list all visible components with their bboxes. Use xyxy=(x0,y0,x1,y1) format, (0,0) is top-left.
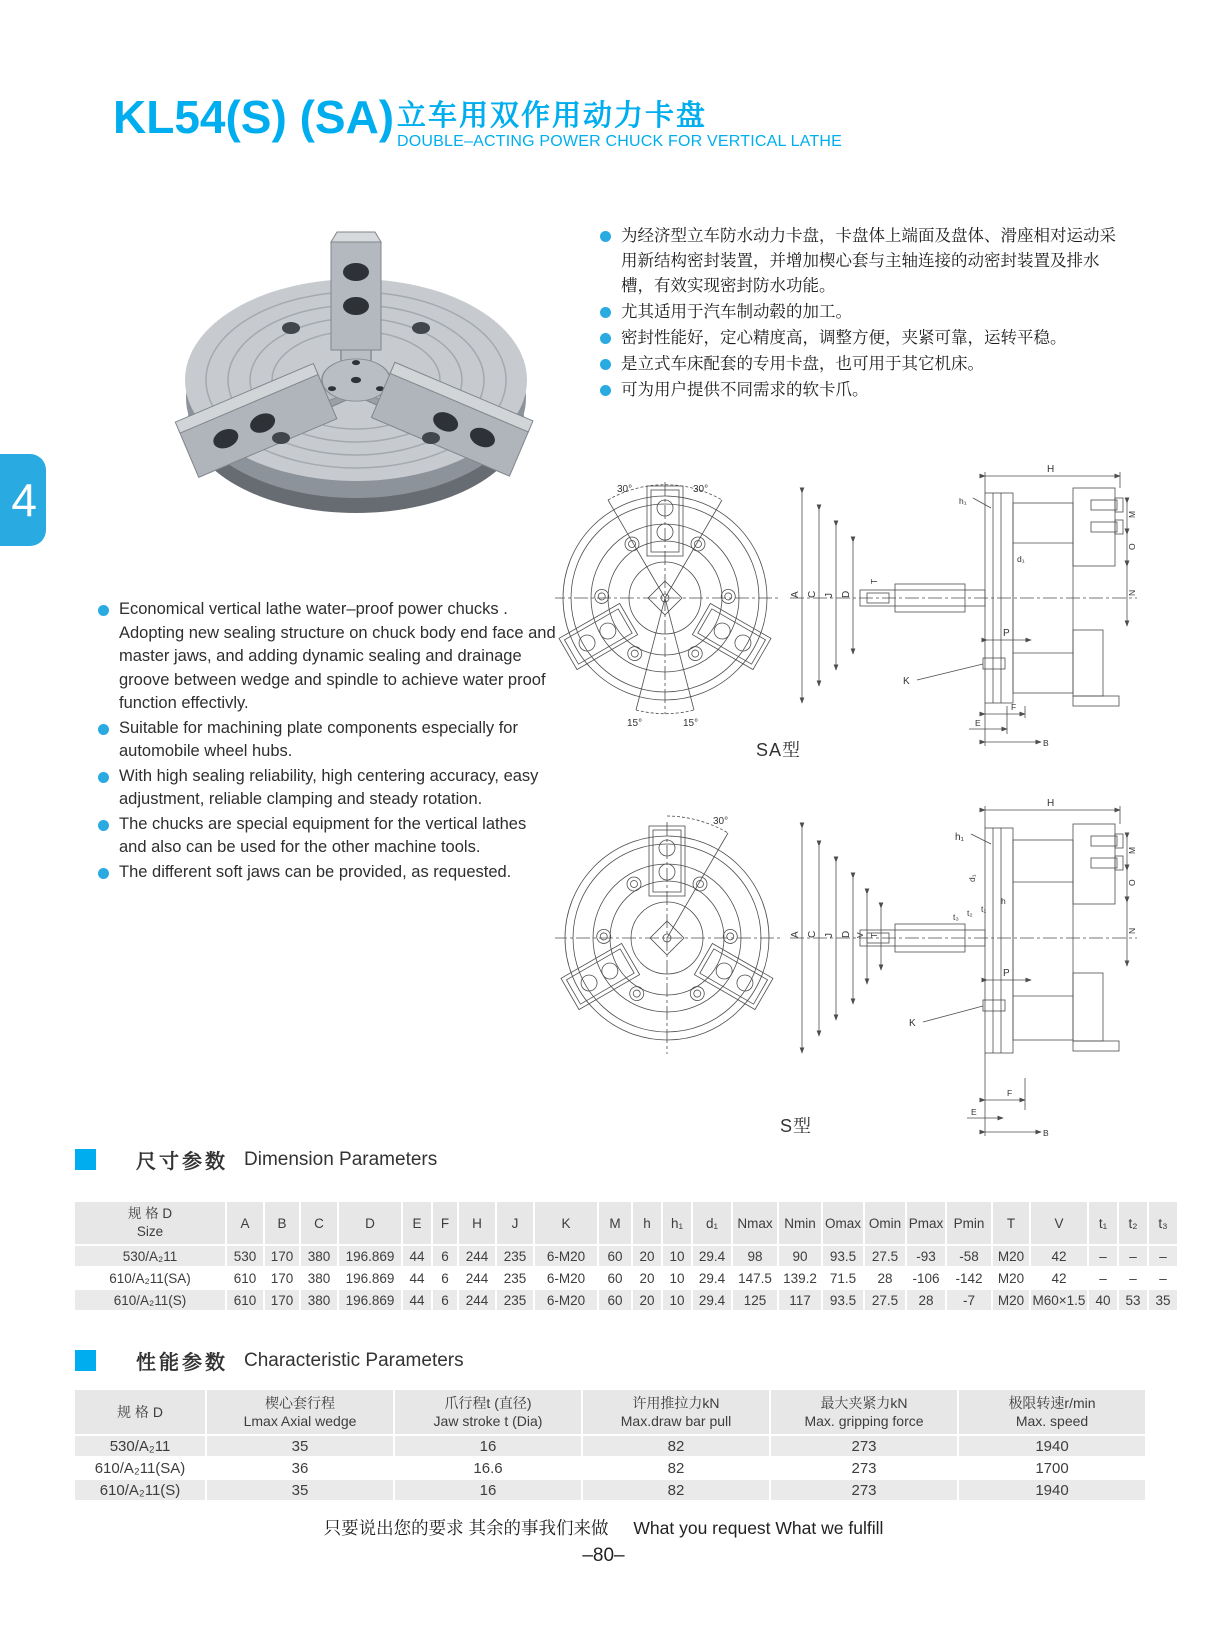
table-cell: 28 xyxy=(865,1268,905,1288)
feature-text: 为经济型立车防水动力卡盘，卡盘体上端面及盘体、滑座相对运动采用新结构密封装置，并增加楔心套与主轴连接的动密封装置及排水槽，有效实现密封防水功能。 xyxy=(621,227,1116,295)
table-row xyxy=(75,1246,1177,1266)
table-cell: 235 xyxy=(497,1246,533,1266)
dim-label: F xyxy=(1011,702,1017,712)
table-cell: 6 xyxy=(433,1290,457,1310)
s-drawing-label: S型 xyxy=(780,1116,813,1136)
page-title-zh: 立车用双作用动力卡盘 xyxy=(397,100,708,132)
list-item xyxy=(98,813,556,860)
table-cell: 244 xyxy=(459,1290,495,1310)
dimension-section-heading xyxy=(75,1145,437,1174)
header-zh: 规 格 D xyxy=(127,1206,173,1221)
dim-label: D xyxy=(841,590,852,598)
table-cell: 139.2 xyxy=(779,1268,821,1288)
table-cell: 20 xyxy=(633,1246,661,1266)
column-header: D xyxy=(339,1202,401,1244)
dim-label: d₁ xyxy=(967,874,977,882)
section-title-zh: 尺寸参数 xyxy=(136,1151,228,1173)
column-header: t₁ xyxy=(1089,1202,1117,1244)
feature-text: 密封性能好，定心精度高，调整方便，夹紧可靠，运转平稳。 xyxy=(621,329,1067,347)
row-label: 530/A₂11 xyxy=(75,1436,205,1456)
table-cell: – xyxy=(1089,1246,1117,1266)
angle-label: 30° xyxy=(617,484,633,495)
table-body xyxy=(75,1436,1145,1500)
list-item xyxy=(600,300,1128,325)
table-cell: 244 xyxy=(459,1268,495,1288)
section-title-en: Dimension Parameters xyxy=(244,1148,438,1170)
bullet-icon xyxy=(600,307,611,318)
table-cell: M20 xyxy=(993,1290,1029,1310)
table-cell: 16 xyxy=(395,1480,581,1500)
table-cell: 273 xyxy=(771,1436,957,1456)
bullet-icon xyxy=(600,385,611,396)
column-header: H xyxy=(459,1202,495,1244)
list-item xyxy=(600,326,1128,351)
table-cell: M20 xyxy=(993,1268,1029,1288)
column-header: E xyxy=(403,1202,431,1244)
table-cell: 29.4 xyxy=(693,1268,731,1288)
table-cell: 44 xyxy=(403,1246,431,1266)
column-header xyxy=(959,1390,1145,1434)
table-cell: 273 xyxy=(771,1458,957,1478)
dim-label: O xyxy=(1127,879,1137,886)
dim-label: B xyxy=(1043,1128,1049,1138)
product-photo xyxy=(163,200,545,535)
column-header: Nmin xyxy=(779,1202,821,1244)
feature-list-en xyxy=(98,598,556,885)
dim-label: H xyxy=(1047,464,1055,475)
table-cell: 29.4 xyxy=(693,1246,731,1266)
table-cell: 90 xyxy=(779,1246,821,1266)
dim-label: t₂ xyxy=(967,908,973,918)
feature-text: 可为用户提供不同需求的软卡爪。 xyxy=(621,381,869,399)
list-item xyxy=(98,765,556,812)
table-cell: -93 xyxy=(907,1246,945,1266)
dim-label: D xyxy=(841,930,852,938)
feature-text: The chucks are special equipment for the vertical lathes and also can be used for the other machine tools. xyxy=(119,814,527,856)
table-cell: – xyxy=(1149,1246,1177,1266)
table-cell: 93.5 xyxy=(823,1246,863,1266)
table-cell: M20 xyxy=(993,1246,1029,1266)
table-header-row xyxy=(75,1202,1177,1244)
table-cell: 27.5 xyxy=(865,1246,905,1266)
page-title-en: DOUBLE–ACTING POWER CHUCK FOR VERTICAL LATHE xyxy=(397,133,843,150)
section-title-zh: 性能参数 xyxy=(136,1352,228,1374)
dim-label: V xyxy=(855,932,865,938)
table-cell: 196.869 xyxy=(339,1290,401,1310)
header-zh: 爪行程t (直径) xyxy=(444,1395,532,1411)
dim-label: h₁ xyxy=(959,496,967,506)
angle-label: 30° xyxy=(693,484,709,495)
footer-slogan xyxy=(0,1515,1207,1540)
table-cell: 147.5 xyxy=(733,1268,777,1288)
table-cell: 60 xyxy=(599,1290,631,1310)
column-header: Omin xyxy=(865,1202,905,1244)
header-zh: 楔心套行程 xyxy=(265,1395,335,1411)
table-cell: 196.869 xyxy=(339,1246,401,1266)
column-header: F xyxy=(433,1202,457,1244)
table-row xyxy=(75,1458,1145,1478)
column-header: Pmax xyxy=(907,1202,945,1244)
dim-label: M xyxy=(1127,510,1137,518)
table-cell: – xyxy=(1149,1268,1177,1288)
table-cell: 98 xyxy=(733,1246,777,1266)
header-en: Lmax Axial wedge xyxy=(243,1413,357,1429)
row-label: 610/A₂11(S) xyxy=(75,1480,205,1500)
table-row xyxy=(75,1290,1177,1310)
dim-label: A xyxy=(790,931,801,938)
dim-label: N xyxy=(1127,589,1137,596)
column-header: h xyxy=(633,1202,661,1244)
table-cell: 125 xyxy=(733,1290,777,1310)
dim-label: E xyxy=(971,1107,977,1117)
column-header xyxy=(75,1202,225,1244)
dim-label: T xyxy=(869,932,879,938)
table-cell: 44 xyxy=(403,1268,431,1288)
table-cell: – xyxy=(1119,1268,1147,1288)
column-header: K xyxy=(535,1202,597,1244)
table-cell: 29.4 xyxy=(693,1290,731,1310)
column-header xyxy=(75,1390,205,1434)
table-cell: 235 xyxy=(497,1290,533,1310)
chapter-number: 4 xyxy=(11,474,37,526)
header-zh: 最大夹紧力kN xyxy=(820,1395,908,1411)
header-en: Jaw stroke t (Dia) xyxy=(433,1413,543,1429)
table-cell: 380 xyxy=(301,1290,337,1310)
table-cell: -7 xyxy=(947,1290,991,1310)
dim-label: E xyxy=(975,718,981,728)
table-cell: – xyxy=(1089,1268,1117,1288)
column-header: T xyxy=(993,1202,1029,1244)
table-cell: 6-M20 xyxy=(535,1290,597,1310)
table-cell: 42 xyxy=(1031,1268,1087,1288)
bullet-icon xyxy=(98,820,109,831)
table-cell: 20 xyxy=(633,1268,661,1288)
table-cell: 60 xyxy=(599,1246,631,1266)
column-header xyxy=(207,1390,393,1434)
table-cell: 53 xyxy=(1119,1290,1147,1310)
dim-label: t₁ xyxy=(981,904,987,914)
table-cell: 10 xyxy=(663,1246,691,1266)
table-cell: 40 xyxy=(1089,1290,1117,1310)
dim-label: O xyxy=(1127,543,1137,550)
row-label: 530/A₂11 xyxy=(75,1246,225,1266)
table-cell: 196.869 xyxy=(339,1268,401,1288)
table-cell: 82 xyxy=(583,1458,769,1478)
table-row xyxy=(75,1268,1177,1288)
bullet-icon xyxy=(98,724,109,735)
feature-text: Suitable for machining plate components especially for automobile wheel hubs. xyxy=(119,718,518,760)
table-cell: 35 xyxy=(207,1436,393,1456)
table-cell: 82 xyxy=(583,1436,769,1456)
dim-label: C xyxy=(807,590,818,598)
feature-text: The different soft jaws can be provided, as requested. xyxy=(119,862,512,881)
column-header: Omax xyxy=(823,1202,863,1244)
table-cell: 235 xyxy=(497,1268,533,1288)
column-header: V xyxy=(1031,1202,1087,1244)
table-cell: 93.5 xyxy=(823,1290,863,1310)
row-label: 610/A₂11(SA) xyxy=(75,1458,205,1478)
table-cell: 27.5 xyxy=(865,1290,905,1310)
table-cell: 71.5 xyxy=(823,1268,863,1288)
column-header: J xyxy=(497,1202,533,1244)
characteristic-parameters-table xyxy=(73,1388,1147,1502)
dim-label: H xyxy=(1047,798,1055,809)
table-cell: 36 xyxy=(207,1458,393,1478)
page-number: –80– xyxy=(582,1545,625,1566)
angle-label: 15° xyxy=(627,718,643,729)
table-cell: 530 xyxy=(227,1246,263,1266)
list-item xyxy=(98,717,556,764)
table-cell: 6-M20 xyxy=(535,1268,597,1288)
header-en: Max.draw bar pull xyxy=(620,1413,732,1429)
dim-label: P xyxy=(1003,968,1010,979)
dim-label: t₃ xyxy=(953,912,959,922)
table-cell: 82 xyxy=(583,1480,769,1500)
characteristic-section-heading xyxy=(75,1346,464,1375)
dim-label: h xyxy=(1001,896,1006,906)
section-title-en: Characteristic Parameters xyxy=(244,1349,464,1371)
feature-text: With high sealing reliability, high centering accuracy, easy adjustment, reliable clamping and steady rotation. xyxy=(119,766,539,808)
dim-label: N xyxy=(1127,927,1137,934)
column-header: A xyxy=(227,1202,263,1244)
dim-label: A xyxy=(790,591,801,598)
dim-label: C xyxy=(807,930,818,938)
column-header: h₁ xyxy=(663,1202,691,1244)
feature-text: 尤其适用于汽车制动毂的加工。 xyxy=(621,303,852,321)
table-cell: 170 xyxy=(265,1290,299,1310)
table-cell: M60×1.5 xyxy=(1031,1290,1087,1310)
bullet-icon xyxy=(98,605,109,616)
list-item xyxy=(600,352,1128,377)
column-header: d₁ xyxy=(693,1202,731,1244)
column-header: Pmin xyxy=(947,1202,991,1244)
table-cell: 6-M20 xyxy=(535,1246,597,1266)
dim-label: P xyxy=(1003,628,1010,639)
header-en: Max. gripping force xyxy=(804,1413,924,1429)
column-header xyxy=(771,1390,957,1434)
table-cell: 1700 xyxy=(959,1458,1145,1478)
bullet-icon xyxy=(600,359,611,370)
list-item xyxy=(600,224,1128,299)
table-cell: 1940 xyxy=(959,1480,1145,1500)
bullet-icon xyxy=(600,333,611,344)
table-cell: – xyxy=(1119,1246,1147,1266)
table-cell: 10 xyxy=(663,1268,691,1288)
table-cell: -106 xyxy=(907,1268,945,1288)
table-cell: 10 xyxy=(663,1290,691,1310)
table-cell: 610 xyxy=(227,1268,263,1288)
slogan-zh: 只要说出您的要求 其余的事我们来做 xyxy=(323,1518,609,1538)
table-cell: 610 xyxy=(227,1290,263,1310)
feature-list-zh xyxy=(600,224,1128,404)
header-zh: 规 格 D xyxy=(117,1404,163,1420)
section-square-icon xyxy=(75,1350,96,1371)
table-cell: 244 xyxy=(459,1246,495,1266)
table-cell: -142 xyxy=(947,1268,991,1288)
column-header: t₂ xyxy=(1119,1202,1147,1244)
product-model: KL54(S) (SA) xyxy=(113,91,395,143)
table-header-row xyxy=(75,1390,1145,1434)
angle-label: 30° xyxy=(713,816,729,827)
dim-label: h₁ xyxy=(955,832,964,843)
table-cell: 273 xyxy=(771,1480,957,1500)
row-label: 610/A₂11(S) xyxy=(75,1290,225,1310)
table-cell: 20 xyxy=(633,1290,661,1310)
dim-label: J xyxy=(824,593,835,598)
slogan-en: What you request What we fulfill xyxy=(633,1518,884,1538)
feature-text: Economical vertical lathe water–proof power chucks . Adopting new sealing structure on chuck body end face and master jaws, and adding dynamic sealing and drainage groove between wedge and spindle to achieve water proof function effectivly. xyxy=(119,600,556,712)
list-item xyxy=(98,861,556,885)
bullet-icon xyxy=(98,772,109,783)
row-label: 610/A₂11(SA) xyxy=(75,1268,225,1288)
table-cell: 380 xyxy=(301,1268,337,1288)
table-cell: -58 xyxy=(947,1246,991,1266)
table-cell: 28 xyxy=(907,1290,945,1310)
dim-label: K xyxy=(903,676,910,687)
column-header xyxy=(395,1390,581,1434)
table-cell: 380 xyxy=(301,1246,337,1266)
section-square-icon xyxy=(75,1149,96,1170)
column-header xyxy=(583,1390,769,1434)
column-header: B xyxy=(265,1202,299,1244)
bullet-icon xyxy=(600,231,611,242)
table-body xyxy=(75,1246,1177,1310)
header-en: Max. speed xyxy=(1015,1413,1089,1429)
dim-label: B xyxy=(1043,738,1049,748)
table-row xyxy=(75,1436,1145,1456)
table-cell: 1940 xyxy=(959,1436,1145,1456)
header-en: Size xyxy=(136,1224,164,1239)
s-technical-drawing xyxy=(555,778,1140,1143)
column-header: C xyxy=(301,1202,337,1244)
dim-label: F xyxy=(1007,1088,1013,1098)
column-header: M xyxy=(599,1202,631,1244)
table-cell: 117 xyxy=(779,1290,821,1310)
table-cell: 35 xyxy=(207,1480,393,1500)
header-zh: 极限转速r/min xyxy=(1008,1395,1096,1411)
table-cell: 16 xyxy=(395,1436,581,1456)
feature-text: 是立式车床配套的专用卡盘，也可用于其它机床。 xyxy=(621,355,984,373)
column-header: t₃ xyxy=(1149,1202,1177,1244)
sa-technical-drawing xyxy=(555,448,1140,748)
sa-drawing-label: SA型 xyxy=(756,740,802,760)
table-cell: 170 xyxy=(265,1246,299,1266)
table-cell: 16.6 xyxy=(395,1458,581,1478)
table-row xyxy=(75,1480,1145,1500)
dim-label: J xyxy=(824,933,835,938)
table-cell: 6 xyxy=(433,1246,457,1266)
dim-label: K xyxy=(909,1018,916,1029)
header-zh: 许用推拉力kN xyxy=(632,1395,720,1411)
dimension-parameters-table xyxy=(73,1200,1179,1312)
chapter-tab xyxy=(0,454,46,546)
dim-label: M xyxy=(1127,846,1137,854)
table-cell: 6 xyxy=(433,1268,457,1288)
table-cell: 42 xyxy=(1031,1246,1087,1266)
angle-label: 15° xyxy=(683,718,699,729)
table-cell: 44 xyxy=(403,1290,431,1310)
table-cell: 35 xyxy=(1149,1290,1177,1310)
dim-label: d₁ xyxy=(1017,554,1025,564)
list-item xyxy=(98,598,556,716)
dim-label: T xyxy=(869,578,879,584)
table-cell: 60 xyxy=(599,1268,631,1288)
bullet-icon xyxy=(98,868,109,879)
column-header: Nmax xyxy=(733,1202,777,1244)
list-item xyxy=(600,378,1128,403)
table-cell: 170 xyxy=(265,1268,299,1288)
